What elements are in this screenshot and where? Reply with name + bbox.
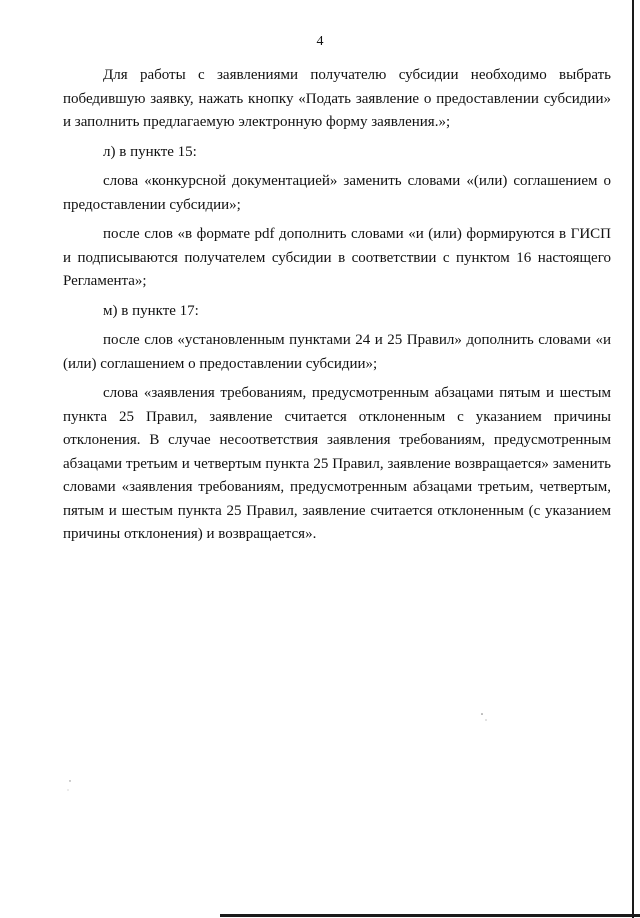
paragraph-pdf-gisp: после слов «в формате pdf дополнить словами «и (или) формируются в ГИСП и подписываются получателем субсидии в соответствии с пунктом 16 настоящего Регламента»; — [63, 226, 611, 289]
scan-edge-bottom — [220, 914, 640, 917]
paragraph-requirements-replacement: слова «заявления требованиям, предусмотренным абзацами пятым и шестым пункта 25 Правил, заявление считается отклоненным с указанием причины отклонения. В случае несоответствия заявления требованиям, предусмотренным абзацами третьим и четвертым пункта 25 Правил, заявление возвращается» заменить словами «заявления требованиям, предусмотренным абзацами третьим, четвертым, пятым и шестым пункта 25 Правил, заявление считается отклоненным (с указанием причины отклонения) и возвращается». — [63, 385, 611, 542]
paragraph-item-l-heading: л) в пункте 15: — [103, 143, 197, 160]
paragraph-application-instructions: Для работы с заявлениями получателю субсидии необходимо выбрать победившую заявку, нажать кнопку «Подать заявление о предоставлении субсидии» и заполнить предлагаемую электронную форму заявления.»; — [63, 67, 611, 130]
paragraph-replace-competitive-docs: слова «конкурсной документацией» заменить словами «(или) соглашением о предоставлении субсидии»; — [63, 173, 611, 213]
paragraph-item-m-heading: м) в пункте 17: — [103, 302, 199, 319]
paragraph-rules-24-25: после слов «установленным пунктами 24 и 25 Правил» дополнить словами «и (или) соглашением о предоставлении субсидии»; — [63, 332, 611, 372]
scan-edge-right — [632, 0, 634, 918]
document-body — [63, 64, 611, 553]
page-number: 4 — [316, 34, 324, 49]
